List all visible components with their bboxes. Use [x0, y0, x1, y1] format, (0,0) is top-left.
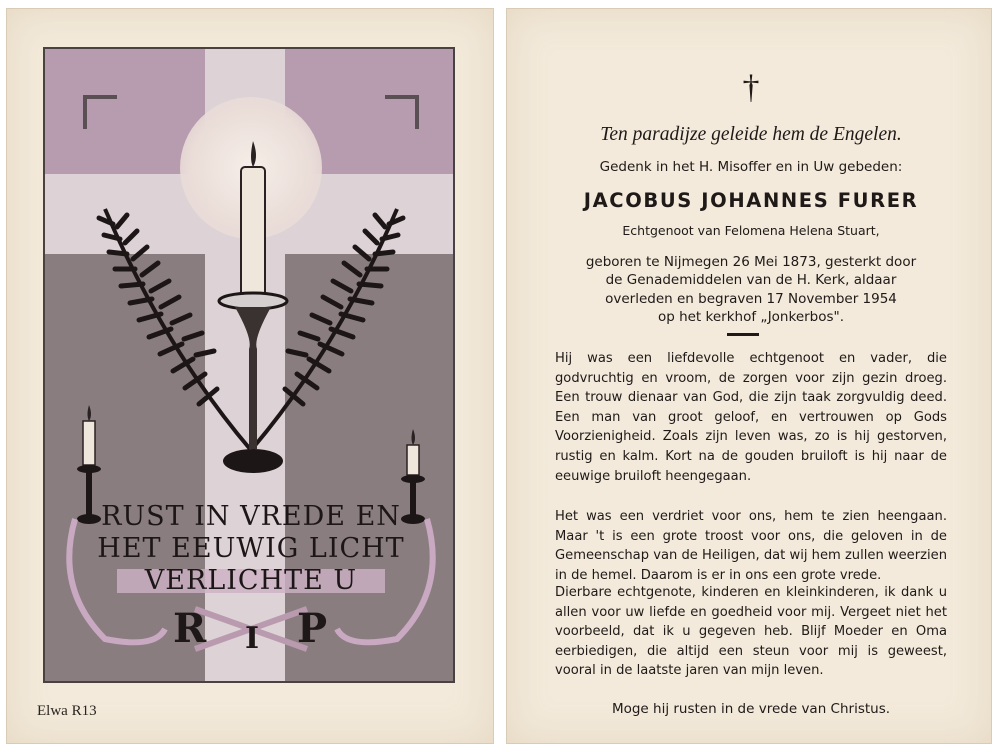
motto-line: HET EEUWIG LICHT: [97, 533, 405, 564]
biography: [555, 253, 947, 327]
motto-line: VERLICHTE U: [144, 565, 358, 596]
corner-bracket: [85, 97, 117, 129]
divider: [727, 333, 759, 336]
motto-line: RUST IN VREDE EN: [101, 501, 401, 532]
closing-prayer: Moge hij rusten in de vrede van Christus.: [611, 701, 891, 717]
rip-letter: P: [297, 605, 328, 652]
memorial-illustration: [43, 47, 455, 683]
prayer-card-back: [506, 8, 992, 744]
paragraph: Het was een verdriet voor ons, hem te zien heengaan. Maar 't is een grote troost voor ons, die geloven in de Gemeenschap van de Heiligen, dat wij hem zullen weerzien in de hemel. Daarom is er in ons een grote vrede.: [555, 509, 947, 583]
cross-icon: †: [742, 69, 760, 106]
biography-line: op het kerkhof „Jonkerbos".: [657, 309, 845, 326]
corner-bracket: [385, 97, 417, 129]
opening-motto: Ten paradijze geleide hem de Engelen.: [600, 124, 902, 145]
biography-line: de Genademiddelen van de H. Kerk, aldaar: [605, 272, 897, 289]
spouse-line: Echtgenoot van Felomena Helena Stuart,: [622, 223, 880, 238]
prayer-card-front: [6, 8, 494, 744]
rip-letter: R: [173, 605, 207, 652]
intro-line: Gedenk in het H. Misoffer en in Uw gebeden:: [599, 159, 903, 175]
deceased-name: JACOBUS JOHANNES FURER: [583, 189, 919, 212]
publisher-mark: Elwa R13: [37, 703, 97, 719]
palm-frond-right-icon: [252, 209, 403, 449]
rip-letter: I: [245, 621, 260, 656]
palm-frond-left-icon: [99, 209, 250, 449]
biography-line: overleden en begraven 17 November 1954: [605, 290, 897, 307]
paragraph: Hij was een liefdevolle echtgenoot en vader, die godvruchtig en vroom, de zorgen voor zijn gezin droeg. Een trouw dienaar van God, die zijn taak zorgvuldig deed. Een man van groot geloof, en vertrouwen op Gods Voorzienigheid. Zoals zijn leven was, zo is hij gestorven, rustig en kalm. Kort na de gouden bruiloft is hij naar de eeuwige bruiloft heengegaan.: [555, 351, 947, 484]
paragraph: Dierbare echtgenote, kinderen en kleinkinderen, ik dank u allen voor uw liefde en goedheid voor mij. Vergeet niet het voorbeeld, dat ik u gegeven heb. Blijf Moeder en Oma eerbiedigen, die altijd een steun voor mij is geweest, vooral in de laatste jaren van mijn leven.: [555, 585, 947, 679]
biography-line: geboren te Nijmegen 26 Mei 1873, gesterkt door: [585, 254, 917, 270]
